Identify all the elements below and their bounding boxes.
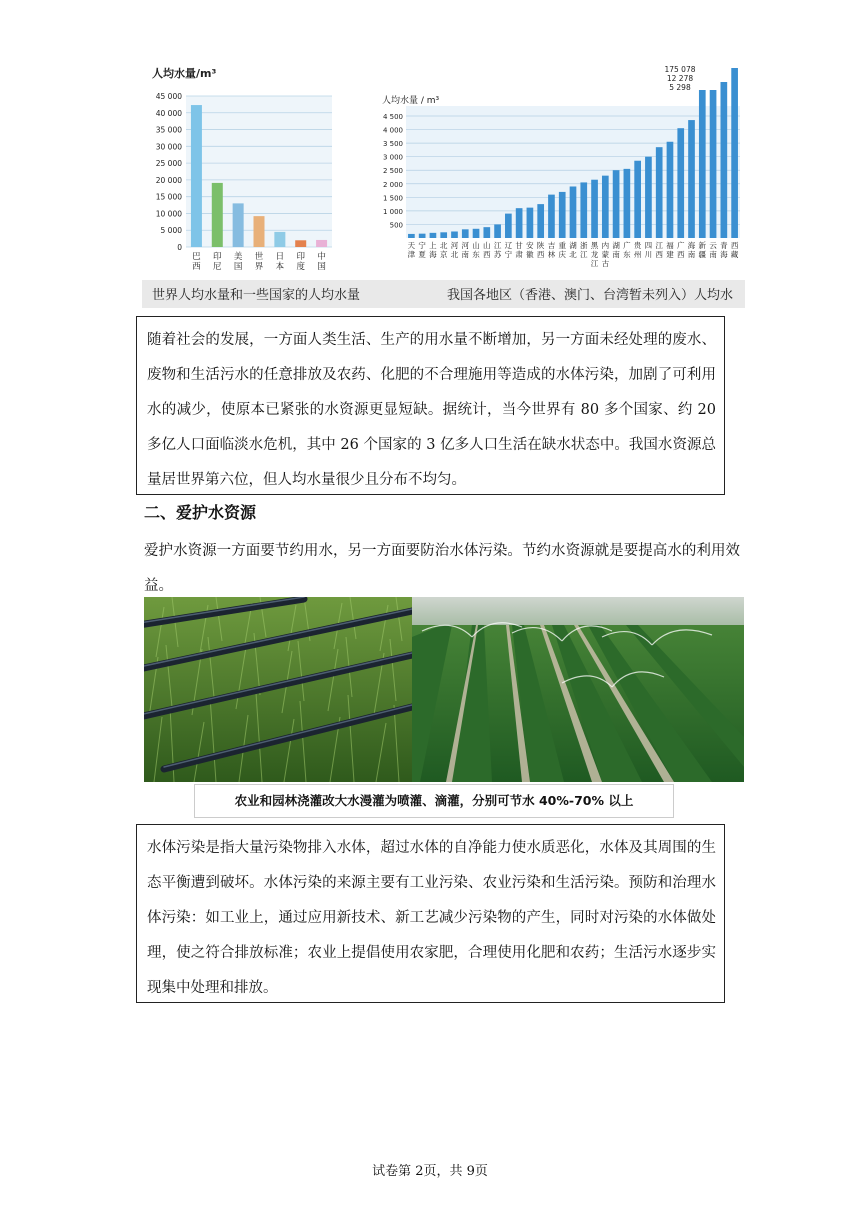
bar-贵州 <box>634 161 641 238</box>
y-tick-label: 0 <box>177 243 182 252</box>
bar-辽宁 <box>505 214 512 238</box>
y-tick-label: 40 000 <box>155 108 182 118</box>
x-tick-label: 福建 <box>666 241 674 259</box>
x-tick-label: 甘肃 <box>515 241 523 259</box>
x-tick-label: 巴西 <box>192 252 201 272</box>
section-intro: 爱护水资源一方面要节约用水，另一方面要防治水体污染。节约水资源就是要提高水的利用效益。 <box>144 543 740 594</box>
x-tick-label: 天津 <box>407 241 416 259</box>
bar-浙江 <box>580 182 587 238</box>
y-axis-label: 人均水量 / m³ <box>382 96 440 106</box>
x-tick-label: 山东 <box>472 241 480 259</box>
y-axis-label: 人均水量/m³ <box>152 67 217 80</box>
bar-天津 <box>408 234 415 238</box>
bar-河北 <box>451 231 458 238</box>
china-regions-water-chart <box>370 60 745 278</box>
x-tick-label: 印尼 <box>213 252 222 272</box>
x-tick-label: 江西 <box>655 241 663 259</box>
x-tick-label: 美国 <box>233 252 243 272</box>
box-paragraph: 水体污染是指大量污染物排入水体，超过水体的自净能力使水质恶化，水体及其周围的生态平衡遭到破坏。水体污染的来源主要有工业污染、农业污染和生活污染。预防和治理水体污染：如工业上，通过应用新技术、新工艺减少污染物的产生，同时对污染的水体做处理，使之符合排放标准；农业上提倡使用农家肥，合理使用化肥和农药；生活污水逐步实现集中处理和排放。 <box>147 840 716 996</box>
bar-江西 <box>656 147 663 238</box>
y-tick-label: 2 000 <box>382 180 403 189</box>
drip-irrigation-photo <box>144 597 412 782</box>
bar-世界 <box>254 216 265 247</box>
sprinkler-irrigation-photo <box>412 597 744 782</box>
y-tick-label: 3 500 <box>382 140 403 149</box>
x-tick-label: 重庆 <box>558 241 566 259</box>
x-tick-label: 日本 <box>275 252 285 272</box>
china-chart-caption: 我国各地区（香港、澳门、台湾暂未列入）人均水 <box>447 288 734 303</box>
y-tick-label: 4 000 <box>382 126 403 135</box>
x-tick-label: 河南 <box>461 241 470 259</box>
bar-中国 <box>316 240 327 247</box>
y-tick-label: 4 500 <box>382 113 403 121</box>
x-tick-label: 内蒙古 <box>601 241 610 268</box>
x-tick-label: 湖北 <box>569 241 577 259</box>
y-tick-label: 5 000 <box>160 226 182 236</box>
x-tick-label: 中国 <box>317 252 326 272</box>
bar-海南 <box>688 120 695 238</box>
box-paragraph: 随着社会的发展，一方面人类生活、生产的用水量不断增加，另一方面未经处理的废水、废物和生活污水的任意排放及农药、化肥的不合理施用等造成的水体污染，加剧了可利用水的减少，使原本已紧张的水资源更显短缺。据统计，当今世界有 80 多个国家、约 20 多亿人口面临淡水危机，其中 26 个国家的 3 亿多人口生活在缺水状态中。我国水资源总量居世界第六位，但人均水量很少且分布不均匀。 <box>147 332 716 488</box>
bar-内蒙古 <box>602 176 609 238</box>
bar-河南 <box>462 229 469 238</box>
x-tick-label: 吉林 <box>547 241 556 259</box>
x-tick-label: 广西 <box>676 241 685 259</box>
x-tick-label: 陕西 <box>536 241 545 259</box>
bar-重庆 <box>559 192 566 238</box>
y-tick-label: 35 000 <box>155 125 182 135</box>
x-tick-label: 印度 <box>296 252 305 272</box>
y-tick-label: 30 000 <box>155 142 182 152</box>
bar-广西 <box>677 128 684 238</box>
bar-宁夏 <box>419 234 426 238</box>
value-annotation: 12 278 <box>666 74 694 83</box>
x-tick-label: 宁夏 <box>418 241 426 259</box>
y-tick-label: 25 000 <box>155 159 182 169</box>
info-box-water-pollution <box>136 824 725 1003</box>
x-tick-label: 浙江 <box>580 241 588 259</box>
bar-北京 <box>440 232 447 238</box>
x-tick-label: 安徽 <box>526 241 534 259</box>
bar-日本 <box>274 232 285 247</box>
value-annotation: 5 298 <box>669 83 691 92</box>
x-tick-label: 上海 <box>429 241 437 259</box>
x-tick-label: 四川 <box>644 241 653 259</box>
x-tick-label: 黑龙江 <box>590 241 599 268</box>
bar-湖南 <box>613 170 620 238</box>
bar-云南 <box>710 90 717 238</box>
y-tick-label: 1 000 <box>382 207 403 216</box>
y-tick-label: 1 500 <box>382 194 403 203</box>
x-tick-label: 广东 <box>623 241 631 259</box>
x-tick-label: 湖南 <box>612 241 620 259</box>
bar-新疆 <box>699 90 706 238</box>
bar-美国 <box>233 203 244 247</box>
bar-上海 <box>430 233 437 238</box>
y-tick-label: 10 000 <box>155 209 182 219</box>
page-footer: 试卷第 2页，共 9页 <box>372 1164 488 1179</box>
world-chart-caption: 世界人均水量和一些国家的人均水量 <box>152 288 361 303</box>
x-tick-label: 西藏 <box>730 241 739 259</box>
x-tick-label: 北京 <box>439 241 448 259</box>
bar-吉林 <box>548 195 555 238</box>
x-tick-label: 新疆 <box>698 241 707 259</box>
x-tick-label: 世界 <box>254 252 264 272</box>
x-tick-label: 辽宁 <box>504 241 513 259</box>
bar-江苏 <box>494 224 501 238</box>
bar-四川 <box>645 157 652 238</box>
x-tick-label: 江苏 <box>493 241 502 259</box>
y-tick-label: 3 000 <box>382 153 403 162</box>
value-annotation: 175 078 <box>664 65 696 74</box>
y-tick-label: 15 000 <box>155 192 182 202</box>
y-tick-label: 20 000 <box>155 175 182 185</box>
world-water-chart <box>142 60 342 278</box>
bar-印度 <box>295 240 306 247</box>
bar-青海 <box>720 82 727 238</box>
bar-安徽 <box>527 208 534 238</box>
bar-山东 <box>473 229 480 238</box>
bar-黑龙江 <box>591 180 598 238</box>
bar-湖北 <box>570 186 577 238</box>
y-tick-label: 45 000 <box>155 92 182 101</box>
bar-山西 <box>483 227 490 238</box>
bar-陕西 <box>537 204 544 238</box>
bar-广东 <box>624 169 631 238</box>
bar-巴西 <box>191 105 202 247</box>
x-tick-label: 河北 <box>450 241 459 259</box>
y-tick-label: 500 <box>389 221 403 230</box>
y-tick-label: 2 500 <box>382 167 403 176</box>
x-tick-label: 云南 <box>709 241 717 259</box>
bar-西藏 <box>731 68 738 238</box>
bar-印尼 <box>212 183 223 247</box>
x-tick-label: 海南 <box>687 241 696 259</box>
photo-caption: 农业和园林浇灌改大水漫灌为喷灌、滴灌，分别可节水 40%-70% 以上 <box>194 784 674 818</box>
bar-甘肃 <box>516 208 523 238</box>
x-tick-label: 青海 <box>720 241 728 259</box>
info-box-water-shortage <box>136 316 725 495</box>
bar-福建 <box>667 142 674 238</box>
section-heading: 二、爱护水资源 <box>144 503 257 522</box>
x-tick-label: 山西 <box>483 241 491 259</box>
x-tick-label: 贵州 <box>633 241 642 259</box>
